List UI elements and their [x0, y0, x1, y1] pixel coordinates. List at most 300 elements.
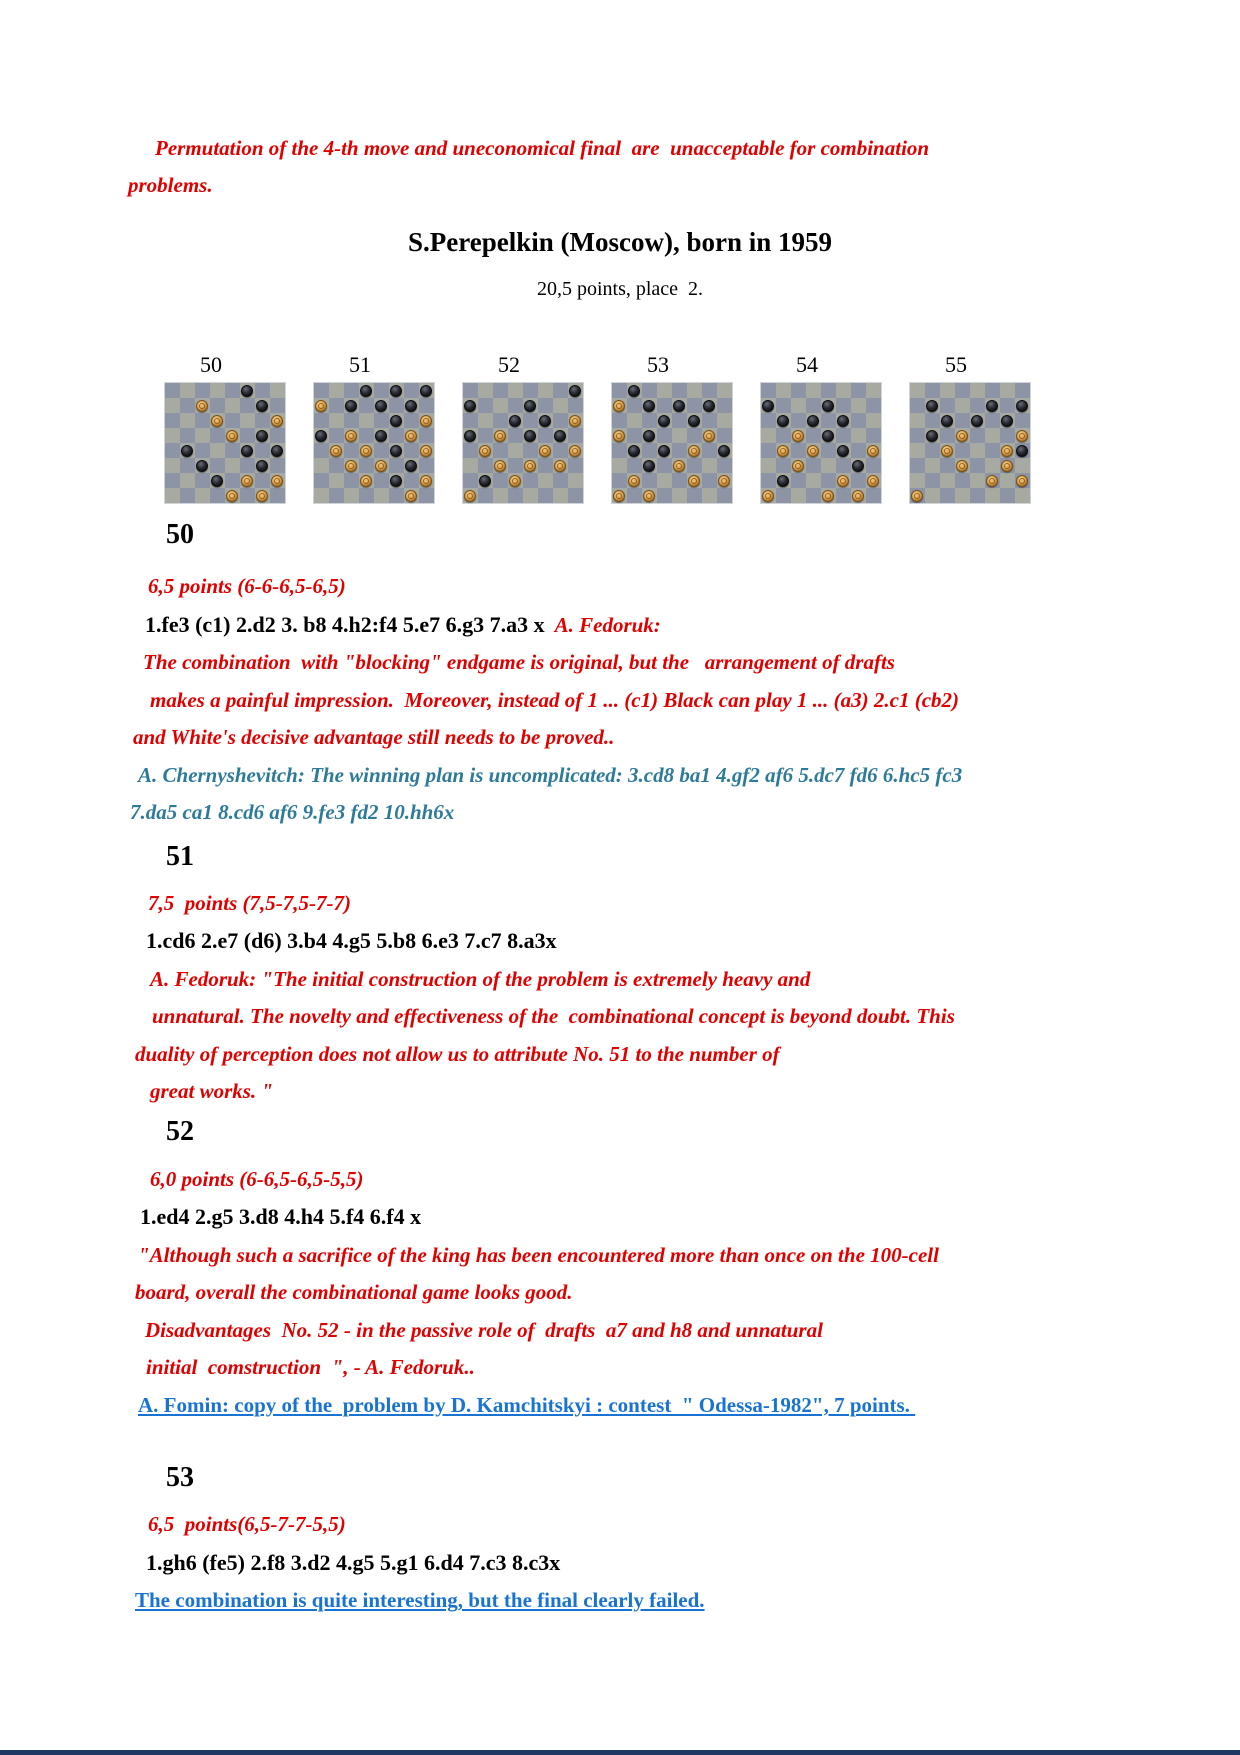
board-square: [851, 383, 866, 398]
board-square: [910, 473, 925, 488]
board-square: [761, 443, 776, 458]
board-square: [687, 383, 702, 398]
board-square: [404, 473, 419, 488]
black-piece: [658, 445, 670, 457]
black-piece: [539, 415, 551, 427]
board-square: [463, 383, 478, 398]
board-square: [672, 428, 687, 443]
board-square: [940, 428, 955, 443]
black-piece: [375, 430, 387, 442]
board-square: [821, 458, 836, 473]
board-square: [255, 383, 270, 398]
text-segment: board, overall the combinational game looks good.: [135, 1280, 573, 1304]
board-square: [165, 428, 180, 443]
board-square: [642, 413, 657, 428]
black-piece: [777, 475, 789, 487]
board-square: [210, 488, 225, 503]
black-piece: [181, 445, 193, 457]
text-line: [128, 1387, 1112, 1425]
section-53: [128, 1461, 1112, 1620]
board-square: [687, 488, 702, 503]
board-square: [463, 413, 478, 428]
board-square: [165, 398, 180, 413]
black-piece: [941, 415, 953, 427]
black-piece: [837, 415, 849, 427]
board-square: [657, 398, 672, 413]
black-piece: [673, 400, 685, 412]
board-square: [553, 488, 568, 503]
board-square: [985, 458, 1000, 473]
board-square: [866, 398, 881, 413]
board-square: [702, 413, 717, 428]
text-segment: unnatural. The novelty and effectiveness of the combinational concept is beyond doubt. This: [152, 1004, 955, 1028]
board-square: [210, 383, 225, 398]
text-segment: initial comstruction ", - A. Fedoruk..: [146, 1355, 475, 1379]
text-line: [128, 1544, 1112, 1583]
white-piece: [330, 445, 342, 457]
board-square: [985, 413, 1000, 428]
board-square: [493, 398, 508, 413]
white-piece: [673, 460, 685, 472]
white-piece: [375, 460, 387, 472]
board-square: [910, 398, 925, 413]
black-piece: [822, 430, 834, 442]
board-square: [627, 458, 642, 473]
board-square: [642, 443, 657, 458]
board-square: [955, 443, 970, 458]
checkers-board-52: [463, 383, 583, 503]
board-square: [553, 413, 568, 428]
board-square: [463, 458, 478, 473]
board-square: [806, 383, 821, 398]
board-square: [493, 383, 508, 398]
board-square: [836, 488, 851, 503]
board-square: [374, 443, 389, 458]
section-51: [128, 840, 1112, 1111]
board-square: [374, 488, 389, 503]
black-piece: [420, 385, 432, 397]
black-piece: [777, 415, 789, 427]
board-square: [359, 458, 374, 473]
board-square: [240, 398, 255, 413]
white-piece: [226, 490, 238, 502]
board-square: [344, 473, 359, 488]
board-square: [851, 398, 866, 413]
board-square: [925, 473, 940, 488]
board-square: [538, 458, 553, 473]
black-piece: [569, 385, 581, 397]
board-square: [672, 443, 687, 458]
board-square: [180, 398, 195, 413]
white-piece: [911, 490, 923, 502]
section-heading-52: 52: [166, 1115, 194, 1147]
white-piece: [628, 475, 640, 487]
white-piece: [1016, 475, 1028, 487]
white-piece: [792, 460, 804, 472]
board-square: [195, 443, 210, 458]
board-square: [1015, 413, 1030, 428]
section-heading-51: 51: [166, 840, 194, 872]
board-square: [940, 473, 955, 488]
board-label: 52: [498, 352, 520, 377]
board-square: [612, 443, 627, 458]
board-square: [806, 458, 821, 473]
text-segment: 6,5 points(6,5-7-7-5,5): [148, 1512, 346, 1536]
white-piece: [867, 475, 879, 487]
black-piece: [807, 415, 819, 427]
page-bottom-border: [0, 1750, 1240, 1755]
board-figure-52: [463, 352, 583, 503]
text-line: [128, 682, 1112, 720]
white-piece: [420, 415, 432, 427]
white-piece: [792, 430, 804, 442]
text-line: [128, 1073, 1112, 1111]
text-segment: and White's decisive advantage still needs to be proved..: [133, 725, 615, 749]
board-square: [925, 458, 940, 473]
text-segment: 6,5 points (6-6-6,5-6,5): [148, 574, 346, 598]
board-square: [195, 383, 210, 398]
board-square: [776, 458, 791, 473]
intro-paragraph-line-1: Permutation of the 4-th move and uneconomical final are unacceptable for combination: [155, 136, 930, 160]
black-piece: [405, 400, 417, 412]
text-line: [128, 1161, 1112, 1199]
board-square: [657, 458, 672, 473]
white-piece: [271, 415, 283, 427]
board-square: [523, 443, 538, 458]
black-piece: [464, 400, 476, 412]
board-square: [627, 428, 642, 443]
white-piece: [226, 430, 238, 442]
board-square: [270, 458, 285, 473]
white-piece: [613, 490, 625, 502]
board-square: [970, 458, 985, 473]
black-piece: [256, 460, 268, 472]
white-piece: [986, 475, 998, 487]
text-segment: makes a painful impression. Moreover, instead of 1 ... (c1) Black can play 1 ... (a3) 2.c1 (cb2): [150, 687, 960, 712]
board-square: [255, 443, 270, 458]
white-piece: [718, 475, 730, 487]
black-piece: [211, 475, 223, 487]
comment-link[interactable]: A. Fomin: copy of the problem by D. Kamchitskyi : contest " Odessa-1982", 7 points.: [138, 1392, 916, 1417]
board-square: [329, 473, 344, 488]
white-piece: [196, 400, 208, 412]
board-square: [687, 398, 702, 413]
board-square: [1000, 398, 1015, 413]
black-piece: [643, 400, 655, 412]
black-piece: [315, 430, 327, 442]
comment-link[interactable]: The combination is quite interesting, but the final clearly failed.: [135, 1588, 705, 1612]
white-piece: [494, 460, 506, 472]
board-square: [389, 488, 404, 503]
board-square: [1000, 473, 1015, 488]
board-square: [925, 443, 940, 458]
board-square: [404, 443, 419, 458]
board-square: [568, 398, 583, 413]
text-segment: 7.da5 ca1 8.cd6 af6 9.fe3 fd2 10.hh6x: [130, 800, 455, 824]
board-square: [180, 473, 195, 488]
board-square: [627, 398, 642, 413]
black-piece: [718, 445, 730, 457]
black-piece: [390, 475, 402, 487]
board-square: [910, 413, 925, 428]
board-square: [493, 413, 508, 428]
board-square: [1015, 383, 1030, 398]
board-square: [165, 488, 180, 503]
board-square: [314, 413, 329, 428]
board-square: [985, 383, 1000, 398]
text-segment: "Although such a sacrifice of the king has been encountered more than once on the 100-cell: [138, 1242, 939, 1267]
text-line: [128, 757, 1112, 795]
white-piece: [837, 475, 849, 487]
white-piece: [613, 430, 625, 442]
white-piece: [867, 445, 879, 457]
board-square: [314, 383, 329, 398]
board-square: [344, 413, 359, 428]
board-square: [329, 383, 344, 398]
board-square: [314, 473, 329, 488]
board-square: [910, 458, 925, 473]
text-segment: great works. ": [150, 1079, 274, 1103]
board-square: [523, 488, 538, 503]
board-square: [821, 413, 836, 428]
text-segment: 6,0 points (6-6,5-6,5-5,5): [150, 1166, 364, 1191]
black-piece: [256, 400, 268, 412]
white-piece: [762, 490, 774, 502]
black-piece: [360, 385, 372, 397]
board-square: [940, 488, 955, 503]
board-square: [642, 383, 657, 398]
checkers-board-50: [165, 383, 285, 503]
board-square: [419, 428, 434, 443]
board-square: [970, 473, 985, 488]
text-line: [128, 1274, 1112, 1312]
text-line: [128, 1349, 1112, 1387]
board-square: [270, 398, 285, 413]
board-square: [389, 398, 404, 413]
board-square: [493, 443, 508, 458]
board-square: [791, 383, 806, 398]
black-piece: [390, 385, 402, 397]
board-square: [761, 413, 776, 428]
black-piece: [658, 415, 670, 427]
board-square: [672, 383, 687, 398]
board-square: [702, 473, 717, 488]
board-square: [866, 458, 881, 473]
white-piece: [345, 460, 357, 472]
text-line: [128, 568, 1112, 606]
white-piece: [807, 445, 819, 457]
board-square: [776, 383, 791, 398]
board-square: [955, 413, 970, 428]
board-square: [359, 428, 374, 443]
white-piece: [211, 415, 223, 427]
text-line: [128, 998, 1112, 1036]
board-square: [359, 413, 374, 428]
board-square: [672, 473, 687, 488]
board-square: [866, 428, 881, 443]
board-square: [508, 488, 523, 503]
black-piece: [628, 385, 640, 397]
board-square: [180, 428, 195, 443]
white-piece: [420, 475, 432, 487]
white-piece: [345, 430, 357, 442]
board-square: [210, 428, 225, 443]
board-square: [925, 383, 940, 398]
board-square: [225, 458, 240, 473]
board-square: [702, 488, 717, 503]
board-square: [165, 443, 180, 458]
board-square: [538, 488, 553, 503]
text-line: [128, 922, 1112, 961]
board-square: [910, 383, 925, 398]
board-square: [657, 473, 672, 488]
black-piece: [390, 445, 402, 457]
board-square: [687, 458, 702, 473]
board-square: [717, 398, 732, 413]
board-square: [717, 413, 732, 428]
board-square: [389, 428, 404, 443]
board-square: [493, 473, 508, 488]
text-line: [128, 885, 1112, 923]
board-square: [1015, 488, 1030, 503]
white-piece: [360, 445, 372, 457]
board-square: [210, 443, 225, 458]
board-square: [672, 488, 687, 503]
board-figure-55: [910, 352, 1030, 503]
black-piece: [643, 460, 655, 472]
board-square: [970, 488, 985, 503]
text-line: [128, 794, 1112, 832]
board-square: [612, 473, 627, 488]
board-square: [791, 473, 806, 488]
board-square: [806, 428, 821, 443]
black-piece: [703, 400, 715, 412]
text-line: [128, 1582, 1112, 1620]
white-piece: [688, 445, 700, 457]
white-piece: [539, 445, 551, 457]
board-square: [344, 488, 359, 503]
page-subtitle: 20,5 points, place 2.: [536, 278, 704, 300]
board-square: [821, 443, 836, 458]
text-line: [128, 961, 1112, 999]
text-line: [128, 1036, 1112, 1074]
board-square: [761, 458, 776, 473]
board-square: [791, 443, 806, 458]
board-square: [821, 383, 836, 398]
board-square: [955, 488, 970, 503]
board-square: [270, 383, 285, 398]
board-square: [955, 473, 970, 488]
section-52: [128, 1115, 1112, 1425]
board-square: [359, 398, 374, 413]
board-square: [419, 398, 434, 413]
board-square: [478, 398, 493, 413]
board-square: [463, 473, 478, 488]
board-square: [776, 488, 791, 503]
board-square: [225, 473, 240, 488]
board-square: [568, 473, 583, 488]
board-square: [508, 428, 523, 443]
board-square: [925, 488, 940, 503]
text-line: [128, 719, 1112, 757]
board-label: 50: [200, 352, 222, 377]
board-square: [329, 413, 344, 428]
board-square: [791, 398, 806, 413]
white-piece: [688, 475, 700, 487]
black-piece: [479, 475, 491, 487]
board-square: [508, 443, 523, 458]
black-piece: [405, 460, 417, 472]
black-piece: [986, 400, 998, 412]
board-square: [180, 413, 195, 428]
board-square: [985, 428, 1000, 443]
board-square: [940, 458, 955, 473]
board-square: [791, 413, 806, 428]
board-square: [225, 383, 240, 398]
text-segment: A. Chernyshevitch: The winning plan is uncomplicated: 3.cd8 ba1 4.gf2 af6 5.dc7 fd6 6.hc5 fc3: [138, 762, 963, 787]
board-square: [255, 413, 270, 428]
black-piece: [822, 400, 834, 412]
white-piece: [941, 445, 953, 457]
board-label: 54: [796, 352, 818, 377]
black-piece: [971, 415, 983, 427]
board-square: [538, 383, 553, 398]
black-piece: [628, 445, 640, 457]
board-square: [240, 428, 255, 443]
board-square: [538, 473, 553, 488]
white-piece: [852, 490, 864, 502]
board-square: [329, 428, 344, 443]
board-square: [419, 458, 434, 473]
board-square: [806, 473, 821, 488]
board-square: [717, 383, 732, 398]
board-figure-54: [761, 352, 881, 503]
board-square: [717, 428, 732, 443]
page-title: S.Perepelkin (Moscow), born in 1959: [408, 227, 832, 257]
black-piece: [375, 400, 387, 412]
black-piece: [554, 430, 566, 442]
board-square: [478, 458, 493, 473]
white-piece: [956, 460, 968, 472]
checkers-board-55: [910, 383, 1030, 503]
board-square: [195, 488, 210, 503]
text-line: [128, 606, 1112, 645]
board-square: [910, 443, 925, 458]
board-square: [523, 413, 538, 428]
board-square: [165, 383, 180, 398]
white-piece: [613, 400, 625, 412]
board-square: [702, 458, 717, 473]
white-piece: [703, 430, 715, 442]
board-square: [553, 443, 568, 458]
text-segment: The combination with "blocking" endgame is original, but the arrangement of drafts: [143, 650, 895, 674]
checkers-board-53: [612, 383, 732, 503]
white-piece: [569, 445, 581, 457]
white-piece: [405, 430, 417, 442]
board-square: [612, 383, 627, 398]
black-piece: [643, 430, 655, 442]
board-square: [985, 488, 1000, 503]
text-segment: 1.fe3 (c1) 2.d2 3. b8 4.h2:f4 5.e7 6.g3 7.a3 x: [145, 611, 551, 637]
board-square: [359, 488, 374, 503]
board-square: [165, 413, 180, 428]
board-square: [240, 458, 255, 473]
board-figure-51: [314, 352, 434, 503]
board-square: [851, 473, 866, 488]
intro-paragraph-line-2: problems.: [128, 173, 213, 197]
board-square: [389, 458, 404, 473]
white-piece: [479, 445, 491, 457]
